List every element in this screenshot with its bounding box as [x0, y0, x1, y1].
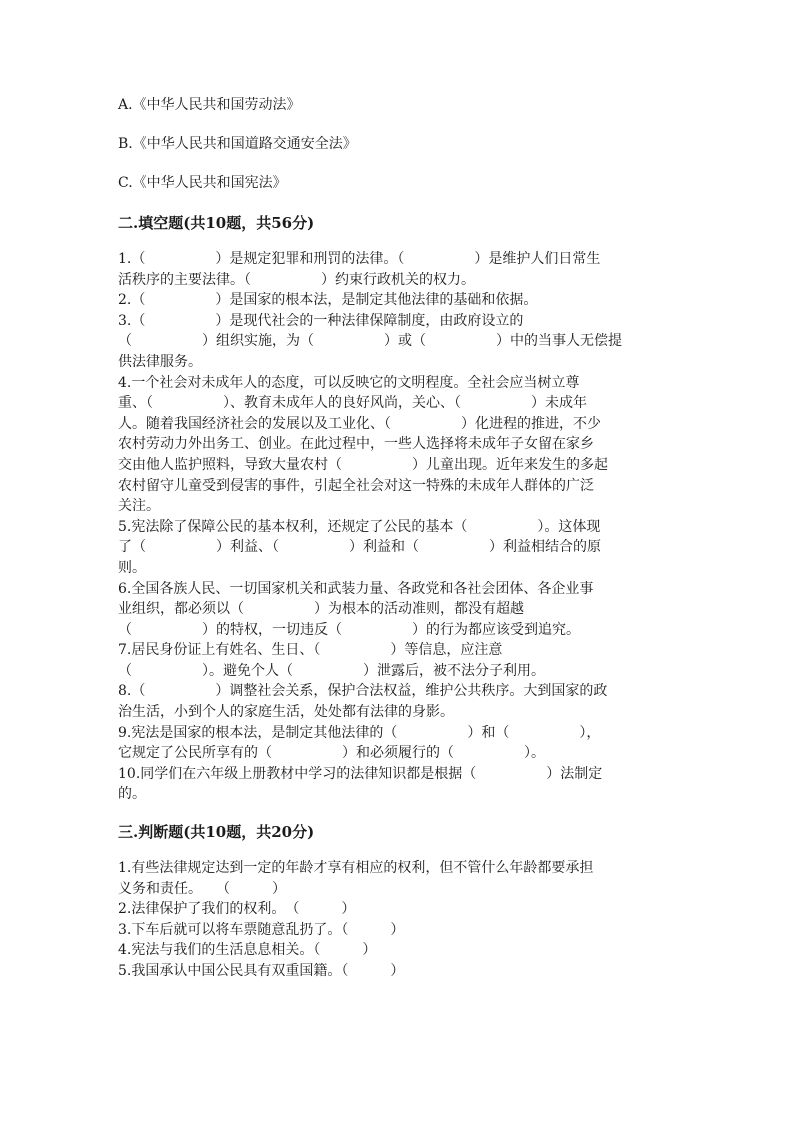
option-a: A.《中华人民共和国劳动法》: [118, 97, 301, 113]
question-line: 10.同学们在六年级上册教材中学习的法律知识都是根据（ ）法制定: [118, 765, 603, 782]
question-line: 的。: [118, 786, 146, 803]
worksheet-page: [118, 95, 678, 982]
question-line: 了（ ）利益、（ ）利益和（ ）利益相结合的原: [118, 539, 601, 556]
question-line: 3.下车后就可以将车票随意乱扔了。（ ）: [118, 921, 405, 938]
question-line: 交由他人监护照料，导致大量农村（ ）儿童出现。近年来发生的多起: [118, 456, 608, 473]
question-item: [118, 517, 678, 579]
option-c: C.《中华人民共和国宪法》: [118, 175, 287, 191]
fill-blank-questions: [118, 249, 678, 805]
question-line: 人。随着我国经济社会的发展以及工业化、（ ）化进程的推进，不少: [118, 415, 601, 432]
question-line: 3.（ ）是现代社会的一种法律保障制度，由政府设立的: [118, 312, 524, 329]
question-line: 重、（ ）、教育未成年人的良好风尚，关心、（ ）未成年: [118, 395, 587, 412]
question-line: 农村劳动力外出务工、创业。在此过程中，一些人选择将未成年子女留在家乡: [118, 436, 594, 453]
question-line: （ ）的特权，一切违反（ ）的行为都应该受到追究。: [118, 621, 580, 638]
question-item: [118, 961, 678, 982]
question-item: [118, 681, 678, 722]
question-item: [118, 579, 678, 641]
question-line: 4.一个社会对未成年人的态度，可以反映它的文明程度。全社会应当树立尊: [118, 374, 580, 391]
question-line: 5.宪法除了保障公民的基本权利，还规定了公民的基本（ ）。这体现: [118, 518, 601, 535]
choice-options: [118, 95, 678, 193]
section-fill-blank-title: 二.填空题(共10题，共56分): [118, 214, 315, 232]
question-line: 义务和责任。 （ ）: [118, 880, 286, 897]
section-true-false-title: 三.判断题(共10题，共20分): [118, 823, 315, 842]
question-line: 6.全国各族人民、一切国家机关和武装力量、各政党和各社会团体、各企业事: [118, 580, 594, 597]
question-item: [118, 723, 678, 764]
question-item: [118, 290, 678, 311]
question-item: [118, 940, 678, 961]
question-line: 2.法律保护了我们的权利。 （ ）: [118, 901, 356, 918]
question-line: （ ）组织实施，为（ ）或（ ）中的当事人无偿提: [118, 333, 622, 350]
question-item: [118, 249, 678, 290]
question-line: 7.居民身份证上有姓名、生日、（ ）等信息，应注意: [118, 642, 503, 659]
question-item: [118, 373, 678, 517]
option-b: B.《中华人民共和国道路交通安全法》: [118, 136, 357, 152]
question-line: 1.有些法律规定达到一定的年龄才享有相应的权利，但不管什么年龄都要承担: [118, 860, 594, 877]
question-line: 供法律服务。: [118, 353, 202, 370]
question-line: 8.（ ）调整社会关系，保护合法权益，维护公共秩序。大到国家的政: [118, 683, 608, 700]
true-false-questions: [118, 858, 678, 982]
question-line: 5.我国承认中国公民具有双重国籍。（ ）: [118, 963, 405, 979]
question-line: 2.（ ）是国家的根本法，是制定其他法律的基础和依据。: [118, 292, 538, 309]
question-line: 活秩序的主要法律。（ ）约束行政机关的权力。: [118, 271, 475, 288]
question-line: （ ）。避免个人（ ）泄露后，被不法分子利用。: [118, 662, 545, 679]
question-line: 关注。: [118, 498, 160, 515]
question-item: [118, 311, 678, 373]
question-line: 治生活，小到个人的家庭生活，处处都有法律的身影。: [118, 704, 454, 721]
question-line: 9.宪法是国家的根本法，是制定其他法律的（ ）和（ ），: [118, 724, 601, 741]
question-item: [118, 899, 678, 920]
question-line: 业组织，都必须以（ ）为根本的活动准则，都没有超越: [118, 601, 524, 618]
question-line: 农村留守儿童受到侵害的事件，引起全社会对这一特殊的未成年人群体的广泛: [118, 477, 594, 494]
question-item: [118, 640, 678, 681]
question-item: [118, 764, 678, 805]
question-line: 1.（ ）是规定犯罪和刑罚的法律。（ ）是维护人们日常生: [118, 251, 601, 267]
question-item: [118, 920, 678, 941]
question-line: 则。: [118, 559, 146, 576]
question-line: 4.宪法与我们的生活息息相关。（ ）: [118, 942, 377, 959]
question-item: [118, 858, 678, 899]
question-line: 它规定了公民所享有的（ ）和必须履行的（ ）。: [118, 745, 545, 762]
